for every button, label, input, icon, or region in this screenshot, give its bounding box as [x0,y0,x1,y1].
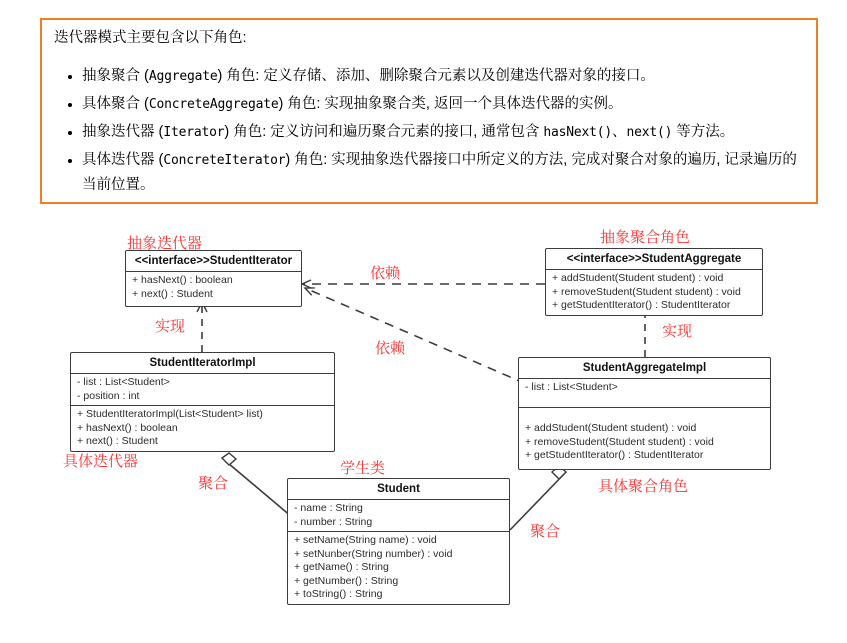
method-item: + hasNext() : boolean [77,421,178,434]
aggregation-line-left [222,453,292,517]
attribute-item: - position : int [77,389,140,402]
method-item: + setNunber(String number) : void [294,547,453,560]
class-title-student-iterator-impl: StudentIteratorImpl [71,353,334,374]
role-list-item [82,148,806,198]
annotation-abstract-iterator: 抽象迭代器 [127,235,203,252]
role-tail-2: 、 [612,124,627,140]
class-methods-student-aggregate [546,270,762,315]
class-name-label: StudentAggregate [641,253,742,265]
description-intro: 迭代器模式主要包含以下角色: [54,30,247,46]
role-tail: ) 角色: 定义存储、添加、删除聚合元素以及创建迭代器对象的接口。 [217,68,655,84]
method-item: + getStudentIterator() : StudentIterator [525,449,704,461]
class-box-student[interactable] [287,478,510,605]
role-tail-3: 等方法。 [672,124,735,140]
annotation-realize-right: 实现 [662,323,693,340]
method-item: + StudentIteratorImpl(List<Student> list) [77,408,263,420]
annotation-dependency-top: 依赖 [370,265,401,282]
role-tail: ) 角色: 定义访问和遍历聚合元素的接口, 通常包含 [224,124,544,140]
method-item: + toString() : String [294,588,383,600]
class-title-student-iterator [126,251,301,272]
annotation-realize-left: 实现 [155,318,186,335]
method-item: + hasNext() : boolean [132,274,233,286]
role-lead: 抽象聚合 ( [82,68,149,84]
attribute-item: - list : List<Student> [525,381,618,393]
class-title-student-aggregate-impl: StudentAggregateImpl [519,358,770,379]
class-title-student-aggregate [546,249,762,270]
stereotype-label: <<interface>> [566,253,642,265]
method-item: + setName(String name) : void [294,534,437,546]
role-list-item [82,64,806,89]
role-code-3: next() [626,125,673,140]
method-item: + next() : Student [132,287,213,300]
method-item: + addStudent(Student student) : void [525,422,697,434]
class-name-label: StudentIterator [209,255,293,267]
annotation-aggregation-right: 聚合 [530,523,561,540]
method-item: + getStudentIterator() : StudentIterator [552,299,731,311]
method-item: + addStudent(Student student) : void [552,272,724,284]
uml-diagram [0,210,847,643]
annotation-student-class: 学生类 [340,460,386,477]
role-lead: 具体迭代器 ( [82,152,164,168]
annotation-concrete-iterator: 具体迭代器 [63,453,139,470]
role-code: Aggregate [148,69,218,84]
class-methods-student-iterator-impl [71,405,334,451]
role-list-item [82,92,806,117]
role-tail: ) 角色: 实现抽象聚合类, 返回一个具体迭代器的实例。 [278,96,623,112]
attribute-item: - list : List<Student> [77,376,170,388]
class-methods-student-iterator [126,272,301,306]
role-code: ConcreteIterator [163,153,286,168]
attribute-item: - name : String [294,502,363,514]
class-attributes-student-aggregate-impl [519,379,770,407]
role-code-2: hasNext() [543,125,613,140]
dependency-arrow-diagonal [305,288,540,390]
annotation-abstract-aggregate-role: 抽象聚合角色 [600,229,691,246]
class-box-student-aggregate[interactable] [545,248,763,316]
method-item: + next() : Student [77,435,158,447]
attribute-item: - number : String [294,515,373,528]
class-box-student-aggregate-impl[interactable] [518,357,771,470]
role-code: ConcreteAggregate [148,97,279,112]
role-list [56,64,806,201]
annotation-dependency-diagonal: 依赖 [375,340,406,357]
method-item: + getNumber() : String [294,574,399,587]
class-attributes-student-iterator-impl [71,374,334,405]
class-title-student: Student [288,479,509,500]
role-lead: 抽象迭代器 ( [82,124,164,140]
description-panel [40,18,818,204]
annotation-concrete-aggregate-role: 具体聚合角色 [598,478,689,495]
role-code: Iterator [163,125,225,140]
role-tail: ) 角色: 实现抽象迭代器接口中所定义的方法, 完成对聚合对象的遍历, 记录遍历的当前位置。 [82,152,797,193]
annotation-aggregation-left: 聚合 [198,475,229,492]
role-list-item [82,120,806,145]
class-box-student-iterator[interactable] [125,250,302,307]
class-methods-student [288,531,509,604]
method-item: + getName() : String [294,561,389,573]
method-item: + removeStudent(Student student) : void [552,285,741,298]
class-box-student-iterator-impl[interactable] [70,352,335,452]
role-lead: 具体聚合 ( [82,96,149,112]
class-methods-student-aggregate-impl [519,407,770,469]
method-item: + removeStudent(Student student) : void [525,435,714,448]
stereotype-label: <<interface>> [134,255,210,267]
class-attributes-student [288,500,509,531]
